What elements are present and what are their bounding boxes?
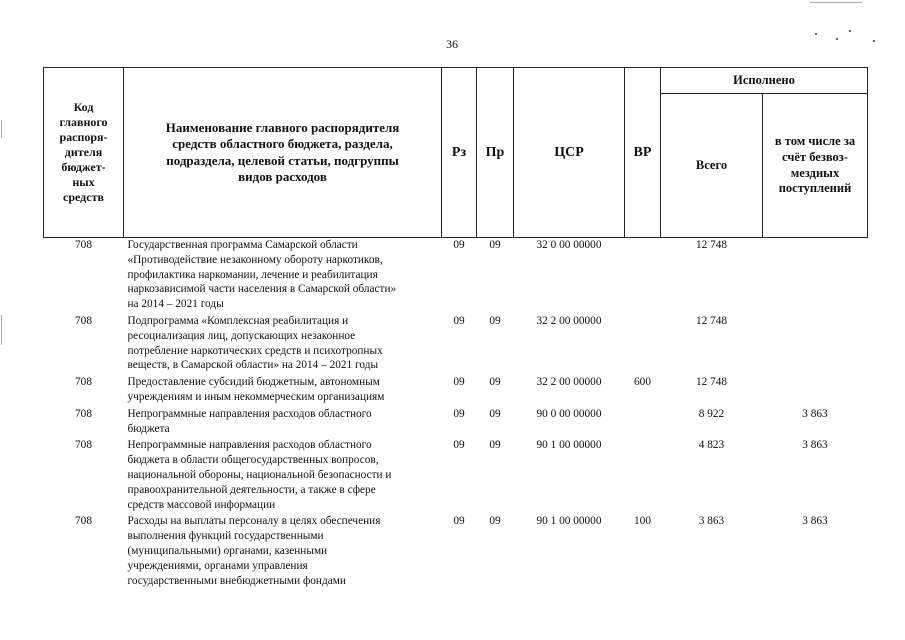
header-name: Наименование главного распорядителя средств областного бюджета, раздела, подраздела, целевой статьи, подгруппы видов расходов: [124, 68, 442, 238]
cell-rz: 09: [453, 239, 465, 251]
cell-code: 708: [75, 376, 92, 389]
cell-code: 708: [75, 239, 92, 251]
cell-vr: [625, 314, 661, 375]
cell-pr: 09: [489, 515, 501, 528]
cell-rz: 09: [453, 314, 465, 327]
table-row: [44, 407, 868, 439]
cell-total: 12 748: [695, 314, 728, 327]
cell-rz: 09: [453, 376, 465, 389]
cell-incl: 3 863: [802, 439, 828, 452]
cell-rz: 09: [453, 515, 465, 528]
cell-name: Государственная программа Самарской области «Противодействие незаконному обороту наркотиков, профилактика наркомании, лечение и реабилитация наркозависимой части населения в Самарской области» на 2014 – 2021 годы: [127, 239, 397, 311]
cell-incl: [763, 238, 868, 314]
budget-table: [43, 67, 868, 590]
scan-mark: [1, 120, 2, 138]
header-pr: Пр: [477, 68, 514, 238]
cell-pr: 09: [489, 439, 501, 452]
table-row: [44, 514, 868, 590]
scan-mark: [815, 33, 817, 35]
cell-csr: 32 0 00 00000: [536, 239, 602, 251]
scan-mark: [1, 315, 2, 345]
cell-incl: [763, 375, 868, 407]
cell-code: 708: [75, 407, 92, 420]
cell-pr: 09: [489, 376, 501, 389]
scan-mark: [810, 2, 862, 3]
scan-mark: [836, 38, 838, 40]
header-csr: ЦСР: [514, 68, 625, 238]
cell-name: Расходы на выплаты персоналу в целях обеспечения выполнения функций государственными (муниципальными) органами, казенными учреждениями, органами управления государственными внебюджетными фондами: [127, 515, 381, 587]
cell-vr: [625, 407, 661, 439]
cell-pr: 09: [489, 314, 501, 327]
scan-mark: [873, 40, 875, 42]
cell-code: 708: [75, 439, 92, 452]
cell-csr: 32 2 00 00000: [536, 314, 602, 327]
cell-code: 708: [75, 515, 92, 528]
cell-total: 4 823: [698, 439, 725, 452]
cell-name: Непрограммные направления расходов областного бюджета в области общегосударственных вопросов, национальной обороны, национальной безопасности и правоохранительной деятельности, а также в сфере средств массовой информации: [127, 439, 392, 511]
cell-rz: 09: [453, 407, 465, 420]
cell-name: Предоставление субсидий бюджетным, автономным учреждениям и иным некоммерческим организациям: [127, 376, 385, 403]
header-rz: Рз: [442, 68, 477, 238]
cell-vr: [625, 238, 661, 314]
cell-vr: [625, 438, 661, 514]
table-row: [44, 438, 868, 514]
cell-csr: 90 1 00 00000: [536, 439, 602, 452]
cell-rz: 09: [453, 439, 465, 452]
cell-vr: 100: [634, 515, 651, 528]
table-row: [44, 238, 868, 314]
scan-mark: [849, 30, 851, 32]
cell-total: 12 748: [695, 239, 728, 251]
cell-pr: 09: [489, 239, 501, 251]
cell-pr: 09: [489, 407, 501, 420]
cell-code: 708: [75, 314, 92, 327]
cell-total: 3 863: [698, 515, 725, 528]
cell-incl: 3 863: [802, 515, 828, 528]
header-executed: Исполнено: [661, 68, 868, 94]
table-row: [44, 375, 868, 407]
cell-csr: 32 2 00 00000: [536, 376, 602, 389]
cell-csr: 90 1 00 00000: [536, 515, 602, 528]
cell-csr: 90 0 00 00000: [536, 407, 602, 420]
cell-incl: 3 863: [802, 407, 828, 420]
cell-vr: 600: [634, 376, 651, 389]
cell-total: 8 922: [698, 407, 725, 420]
cell-name: Подпрограмма «Комплексная реабилитация и ресоциализация лиц, допускающих незаконное потребление наркотических средств и психотропных веществ, в Самарской области» на 2014 – 2021 годы: [127, 314, 383, 372]
header-total: Всего: [661, 94, 763, 238]
cell-name: Непрограммные направления расходов областного бюджета: [127, 407, 372, 435]
header-code: Код главного распоря- дителя бюджет- ных средств: [44, 68, 124, 238]
table-row: [44, 314, 868, 375]
header-vr: ВР: [625, 68, 661, 238]
page-number: 36: [446, 37, 458, 51]
cell-incl: [763, 314, 868, 375]
header-incl: в том числе за счёт безвоз- мездных поступлений: [763, 94, 868, 238]
cell-total: 12 748: [695, 376, 728, 389]
